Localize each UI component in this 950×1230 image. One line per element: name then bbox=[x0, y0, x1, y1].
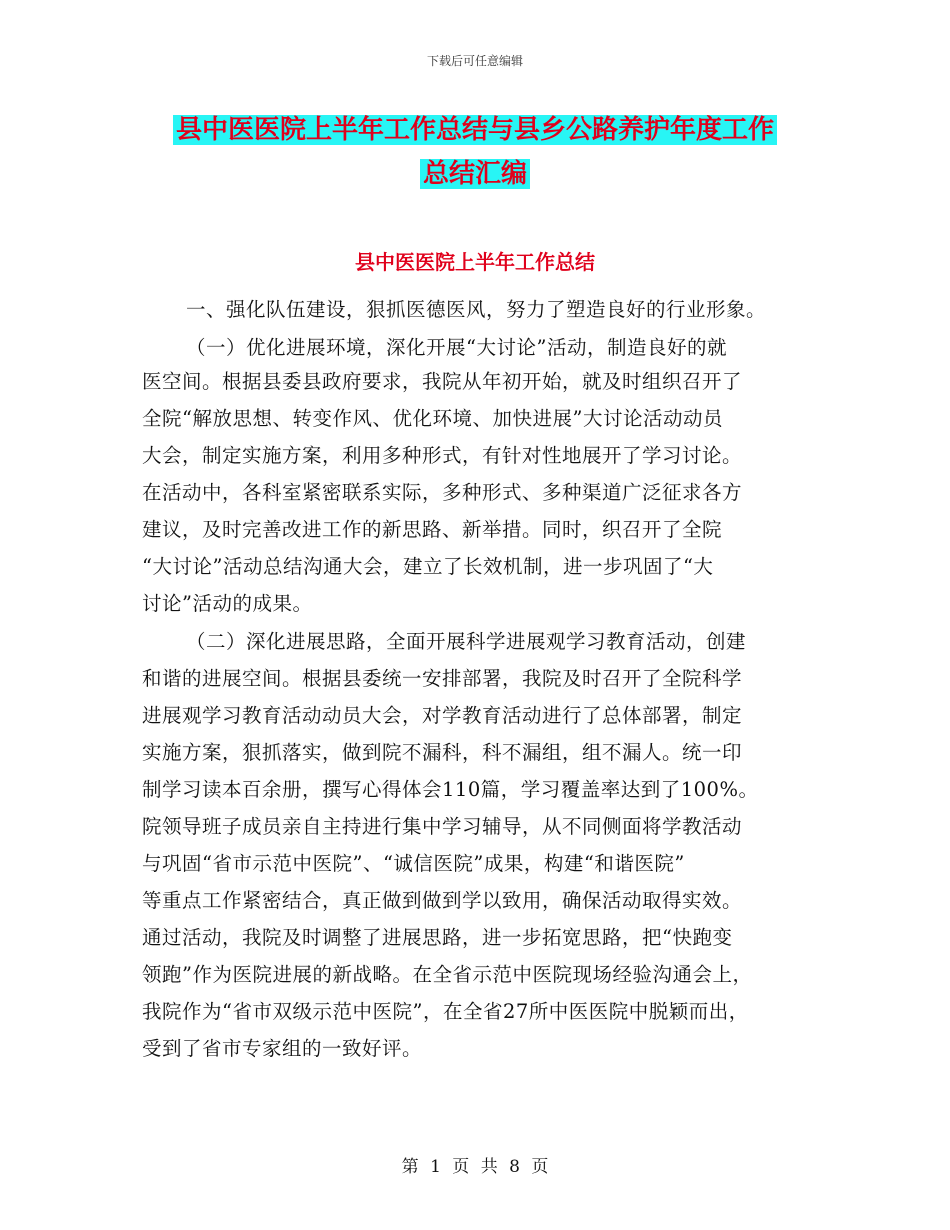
body-line: 与巩固“省市示范中医院”、“诚信医院”成果，构建“和谐医院” bbox=[142, 852, 685, 875]
body-line: 我院作为“省市双级示范中医院”，在全省27所中医医院中脱颖而出， bbox=[142, 1000, 749, 1023]
body-line: “大讨论”活动总结沟通大会，建立了长效机制，进一步巩固了“大 bbox=[142, 555, 714, 578]
body-line: 通过活动，我院及时调整了进展思路，进一步拓宽思路，把“快跑变 bbox=[142, 926, 733, 949]
body-line: （一）优化进展环境，深化开展“大讨论”活动，制造良好的就 bbox=[186, 336, 727, 359]
body-line: 一、强化队伍建设，狠抓医德医风，努力了塑造良好的行业形象。 bbox=[186, 298, 767, 321]
body-line: 领跑”作为医院进展的新战略。在全省示范中医院现场经验沟通会上， bbox=[142, 963, 753, 986]
body-line: 讨论”活动的成果。 bbox=[142, 592, 313, 615]
body-line: 受到了省市专家组的一致好评。 bbox=[142, 1037, 423, 1060]
section-title: 县中医医院上半年工作总结 bbox=[355, 250, 595, 274]
body-line: 制学习读本百余册，撰写心得体会110篇，学习覆盖率达到了100%。 bbox=[142, 778, 759, 801]
body-line: 进展观学习教育活动动员大会，对学教育活动进行了总体部署，制定 bbox=[142, 704, 743, 727]
body-line: 院领导班子成员亲自主持进行集中学习辅导，从不同侧面将学教活动 bbox=[142, 815, 743, 838]
document-title-line-2 bbox=[0, 154, 950, 194]
body-line: （二）深化进展思路，全面开展科学进展观学习教育活动，创建 bbox=[186, 630, 747, 653]
body-line: 建议，及时完善改进工作的新思路、新举措。同时，织召开了全院 bbox=[142, 518, 723, 541]
document-title-text-1: 县中医医院上半年工作总结与县乡公路养护年度工作 bbox=[173, 115, 777, 145]
header-note: 下载后可任意编辑 bbox=[426, 54, 523, 68]
body-line: 实施方案，狠抓落实，做到院不漏科，科不漏组，组不漏人。统一印 bbox=[142, 741, 743, 764]
body-line: 和谐的进展空间。根据县委统一安排部署，我院及时召开了全院科学 bbox=[142, 667, 743, 690]
body-line: 大会，制定实施方案，利用多种形式，有针对性地展开了学习讨论。 bbox=[142, 444, 743, 467]
document-title-text-2: 总结汇编 bbox=[420, 159, 530, 189]
page-number: 第 1 页 共 8 页 bbox=[401, 1157, 549, 1177]
body-line: 医空间。根据县委县政府要求，我院从年初开始，就及时组织召开了 bbox=[142, 370, 743, 393]
body-line: 等重点工作紧密结合，真正做到做到学以致用，确保活动取得实效。 bbox=[142, 889, 743, 912]
document-title-line-1 bbox=[0, 110, 950, 150]
body-line: 在活动中，各科室紧密联系实际，多种形式、多种渠道广泛征求各方 bbox=[142, 481, 743, 504]
body-line: 全院“解放思想、转变作风、优化环境、加快进展”大讨论活动动员 bbox=[142, 407, 723, 430]
